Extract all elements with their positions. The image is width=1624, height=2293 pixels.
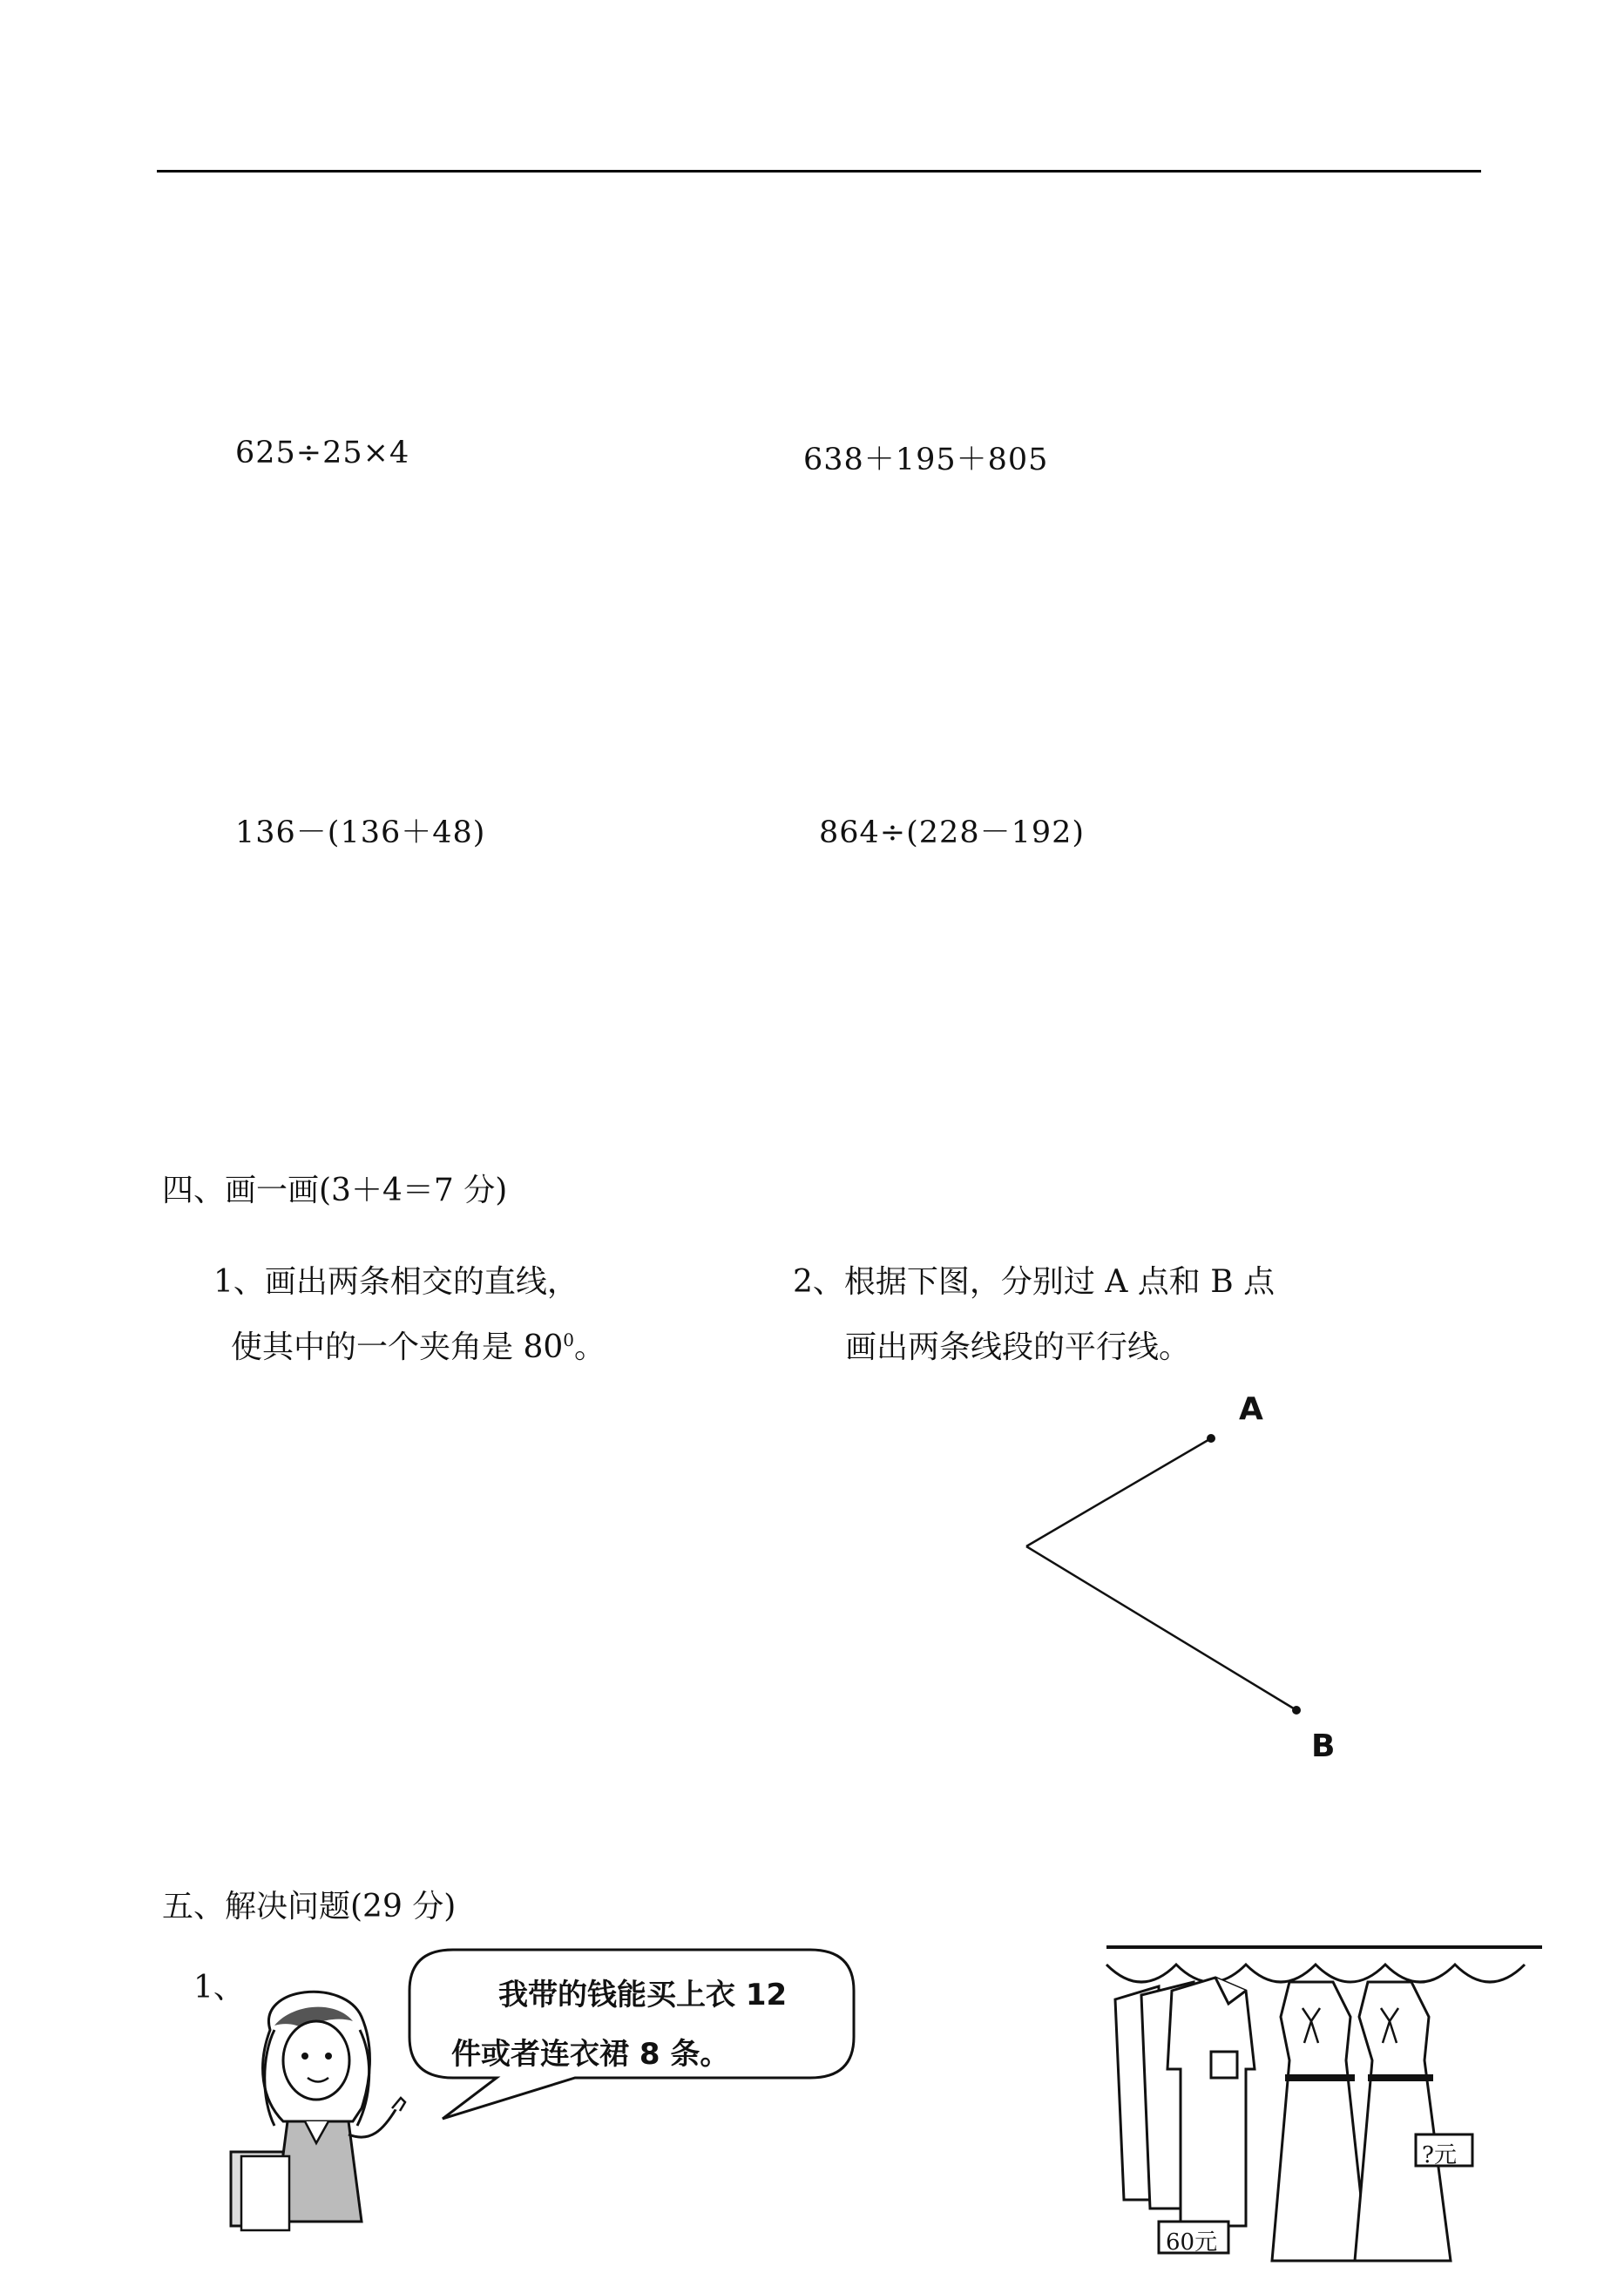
q5-1-number: 1、 <box>193 1970 245 2006</box>
bubble-line-1: 我带的钱能买上衣 12 <box>498 1978 788 2012</box>
bubble-line-2: 件或者连衣裙 8 条。 <box>451 2037 730 2072</box>
q4-1-text: 使其中的一个夹角是 80 <box>231 1329 564 1365</box>
ray-a <box>1026 1438 1211 1546</box>
q4-1-end: 。 <box>574 1329 606 1365</box>
q4-1-line1: 1、画出两条相交的直线， <box>213 1264 579 1300</box>
ray-b <box>1026 1546 1296 1710</box>
dress-price-tag: ?元 <box>1422 2142 1457 2168</box>
section-4-heading: 四、画一画(3＋4＝7 分) <box>162 1173 508 1208</box>
section-5-heading: 五、解决问题(29 分) <box>162 1889 457 1924</box>
expression-1: 625÷25×4 <box>235 436 410 470</box>
q4-2-line1: 2、根据下图，分别过 A 点和 B 点 <box>793 1264 1276 1300</box>
shirt-price-tag: 60元 <box>1166 2229 1218 2256</box>
expression-3: 136－(136＋48) <box>235 815 486 850</box>
point-b-label: B <box>1311 1728 1336 1764</box>
expression-2: 638＋195＋805 <box>803 443 1049 477</box>
point-b-dot <box>1292 1706 1301 1715</box>
point-a-label: A <box>1239 1391 1263 1427</box>
q4-2-line2: 画出两条线段的平行线。 <box>845 1329 1191 1365</box>
degree-superscript: 0 <box>563 1329 574 1350</box>
girl-illustration <box>222 1978 423 2248</box>
expression-4: 864÷(228－192) <box>819 815 1086 850</box>
point-a-dot <box>1207 1434 1215 1443</box>
